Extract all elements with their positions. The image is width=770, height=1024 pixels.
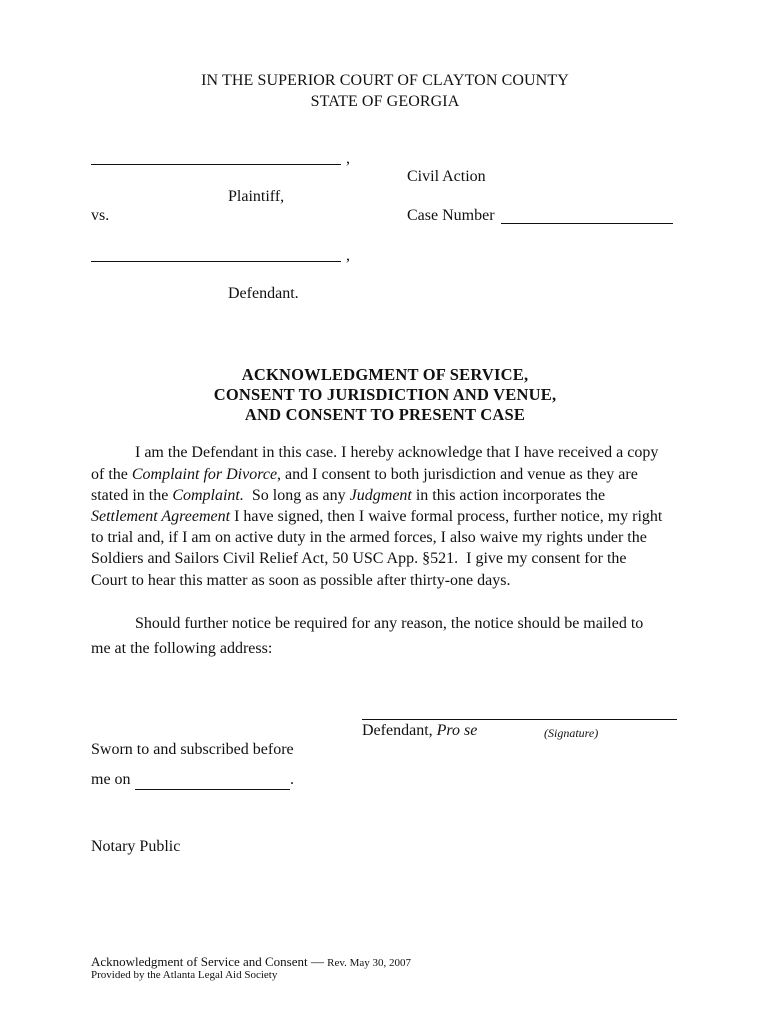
text-segment: stated in the [91, 487, 173, 504]
document-title-line-2: CONSENT TO JURISDICTION AND VENUE, [213, 385, 557, 404]
revision-date: Rev. May 30, 2007 [327, 957, 412, 969]
complaint-text: Complaint. [172, 487, 244, 504]
footer-provider: Provided by the Atlanta Legal Aid Society [91, 969, 278, 981]
defendant-comma: , [346, 247, 350, 264]
body-paragraph-1-line-7: Court to hear this matter as soon as possible after thirty-one days. [91, 572, 511, 589]
text-segment: So long as any [243, 487, 350, 504]
vs-label: vs. [91, 207, 110, 224]
body-paragraph-1-line-6: Soldiers and Sailors Civil Relief Act, 50 USC App. §521. I give my consent for the [91, 550, 627, 567]
plaintiff-name-blank[interactable] [91, 164, 341, 165]
document-title-line-3: AND CONSENT TO PRESENT CASE [244, 405, 526, 424]
case-number-label: Case Number [407, 207, 495, 224]
document-title-line-1: ACKNOWLEDGMENT OF SERVICE, [241, 365, 529, 384]
plaintiff-comma: , [346, 150, 350, 167]
judgment-text: Judgment [349, 487, 412, 504]
defendant-name-blank[interactable] [91, 261, 341, 262]
defendant-pro-se-label [362, 722, 477, 740]
body-paragraph-1-line-5: to trial and, if I am on active duty in the armed forces, I also waive my rights under the [91, 529, 647, 546]
state-name: STATE OF GEORGIA [310, 93, 460, 110]
text-segment: of the [91, 466, 132, 483]
court-name: IN THE SUPERIOR COURT OF CLAYTON COUNTY [201, 72, 569, 89]
plaintiff-label: Plaintiff, [228, 188, 285, 205]
sworn-date-blank[interactable] [135, 789, 290, 790]
body-paragraph-2-line-2: me at the following address: [91, 640, 273, 657]
settlement-agreement-text: Settlement Agreement [91, 508, 231, 525]
text-segment: in this action incorporates the [411, 487, 606, 504]
sworn-statement: Sworn to and subscribed before [91, 741, 294, 758]
case-number-blank[interactable] [501, 223, 673, 224]
text-segment: I have signed, then I waive formal process, further notice, my right [230, 508, 663, 525]
signature-note: (Signature) [544, 726, 599, 740]
body-paragraph-1-line-3 [91, 487, 605, 505]
body-paragraph-1-line-2 [91, 466, 638, 484]
defendant-signature-line[interactable] [362, 719, 677, 720]
body-paragraph-2-line-1: Should further notice be required for any reason, the notice should be mailed to [135, 615, 644, 632]
pro-se-text: Pro se [436, 722, 478, 739]
defendant-label: Defendant. [228, 285, 299, 302]
sworn-date-period: . [290, 771, 294, 788]
text-segment: Defendant, [362, 722, 437, 739]
body-paragraph-1-line-4 [91, 508, 662, 526]
text-segment: , and I consent to both jurisdiction and venue as they are [277, 466, 638, 483]
body-paragraph-1-line-1: I am the Defendant in this case. I hereby acknowledge that I have received a copy [135, 444, 659, 461]
civil-action-label: Civil Action [407, 168, 486, 185]
notary-public-label: Notary Public [91, 838, 181, 855]
complaint-for-divorce-text: Complaint for Divorce [131, 466, 278, 483]
me-on-label: me on [91, 771, 131, 788]
form-title: Acknowledgment of Service and Consent — [91, 954, 328, 969]
